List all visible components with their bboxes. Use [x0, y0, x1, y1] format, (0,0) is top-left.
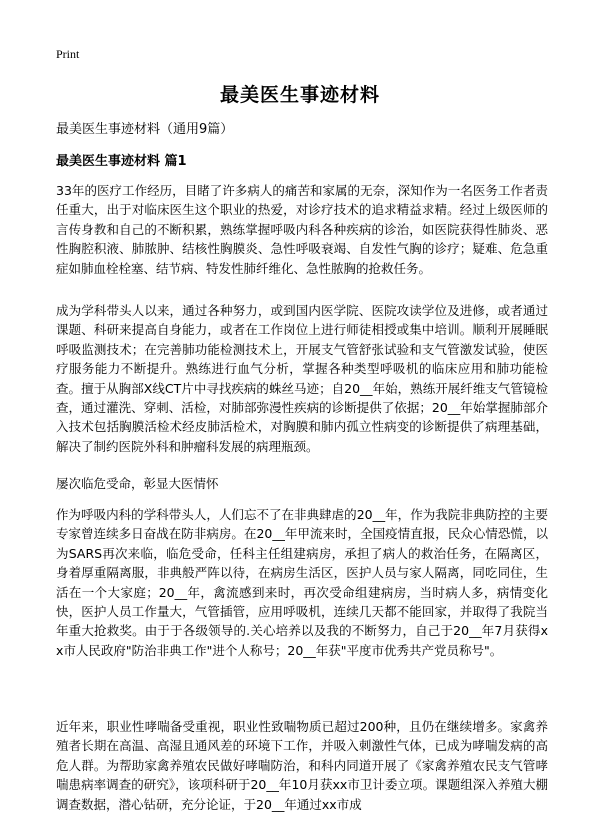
paragraph-2: 成为学科带头人以来，通过各种努力，或到国内医学院、医院攻读学位及进修，或者通过课题、科研来提高自身能力，或者在工作岗位上进行师徒相授或集中培训。顺利开展睡眠呼吸监测技术；在完善肺功能检测技术上，开展支气管舒张试验和支气管激发试验，使医疗服务能力不断提升。熟练进行血气分析，掌握各种类型呼吸机的临床应用和肺功能检查。擅于从胸部X线CT片中寻找疾病的蛛丝马迹；自20__年始，熟练开展纤维支气管镜检查，通过灌洗、穿刺、活检，对肺部弥漫性疾病的诊断提供了依据；20__年始掌握肺部介入技术包括胸膜活检术经皮肺活检术，对胸膜和肺内孤立性病变的诊断提供了病理基础，解决了制约医院外科和肿瘤科发展的病理瓶颈。: [56, 303, 548, 454]
document-subtitle: 最美医生事迹材料（通用9篇）: [56, 122, 234, 137]
paragraph-3: 屡次临危受命，彰显大医情怀: [56, 476, 219, 491]
paragraph-5: 近年来，职业性哮喘备受重视，职业性致喘物质已超过200种，且仍在继续增多。家禽养殖者长期在高温、高湿且通风差的环境下工作，并吸入刺激性气体，已成为哮喘发病的高危人群。为帮助家禽养殖农民做好哮喘防治，和科内同道开展了《家禽养殖农民支气管哮喘患病率调查的研究》，该项科研于20__年10月获xx市卫计委立项。课题组深入养殖大棚调查数据，潜心钻研，充分论证，于20__年通过xx市成: [56, 719, 548, 812]
document-title: 最美医生事迹材料: [219, 84, 380, 106]
print-link[interactable]: Print: [56, 47, 80, 61]
section-heading: 最美医生事迹材料 篇1: [56, 154, 187, 169]
paragraph-4: 作为呼吸内科的学科带头人，人们忘不了在非典肆虐的20__年，作为我院非典防控的主要专家曾连续多日奋战在防非病房。在20__年甲流来时，全国疫情直报，民众心情恐慌，以为SARS再次来临，临危受命，任科主任组建病房，承担了病人的救治任务，在隔离区，身着厚重隔离服，非典般严阵以待，在病房生活区，医护人员与家人隔离，同吃同住，生活在一个大家庭；20__年，禽流感到来时，再次受命组建病房，当时病人多，病情变化快，医护人员工作量大，气管插管，应用呼吸机，连续几天都不能回家，并取得了我院当年重大抢救奖。由于于各级领导的.关心培养以及我的不断努力，自己于20__年7月获得xx市人民政府"防治非典工作"进个人称号；20__年获"平度市优秀共产党员称号"。: [56, 507, 548, 658]
paragraph-1: 33年的医疗工作经历，目睹了许多病人的痛苦和家属的无奈，深知作为一名医务工作者责任重大，出于对临床医生这个职业的热爱，对诊疗技术的追求精益求精。经过上级医师的言传身教和自己的不断积累，熟练掌握呼吸内科各种疾病的诊治，如医院获得性肺炎、恶性胸腔积液、肺脓肿、结核性胸膜炎、急性呼吸衰竭、自发性气胸的诊疗；疑难、危急重症如肺血栓栓塞、结节病、特发性肺纤维化、急性脓胸的抢救任务。: [56, 183, 548, 276]
